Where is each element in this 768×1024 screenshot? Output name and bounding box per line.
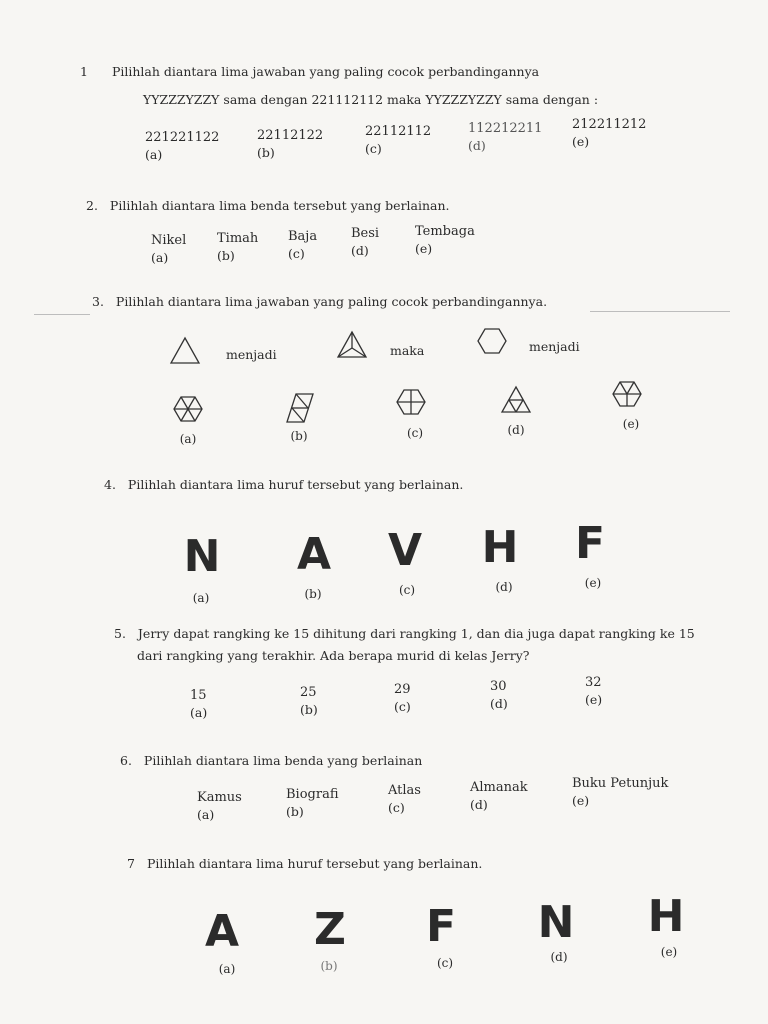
q5-option-b (300, 685, 318, 717)
option-label: (d) (495, 580, 513, 594)
option-label: (d) (507, 423, 525, 437)
option-label: (c) (388, 800, 405, 815)
option-label: (d) (468, 138, 486, 153)
option-value: Buku Petunjuk (572, 776, 669, 791)
option-value: 22112112 (365, 124, 432, 139)
q5-option-e (585, 675, 602, 707)
question-1-stem: YYZZZYZZY sama dengan 221112112 maka YYZZZYZZY sama dengan : (143, 92, 599, 107)
q6-option-d (470, 780, 528, 812)
question-number: 6. (120, 753, 132, 768)
option-label: (b) (217, 248, 235, 263)
option-value: 25 (300, 685, 317, 700)
q1-option-e (572, 117, 646, 149)
question-number: 2. (86, 198, 98, 213)
question-text: Pilihlah diantara lima benda tersebut yang berlainan. (109, 198, 450, 213)
option-label: (b) (300, 702, 318, 717)
question-text: Pilihlah diantara lima jawaban yang paling cocok perbandingannya (111, 64, 540, 79)
question-text-line-1: Jerry dapat rangking ke 15 dihitung dari rangking 1, dan dia juga dapat rangking ke 15 (137, 626, 695, 641)
question-2 (86, 198, 450, 213)
option-label: (a) (197, 807, 215, 822)
hexagon-three-lines-icon (612, 381, 642, 407)
question-1 (80, 64, 539, 79)
option-label: (e) (660, 945, 678, 959)
word-menjadi: menjadi (529, 339, 580, 354)
question-number: 5. (114, 626, 126, 641)
q5-option-a (190, 688, 207, 720)
question-5-line-2: dari rangking yang terakhir. Ada berapa murid di kelas Jerry? (137, 648, 530, 663)
option-value: 212211212 (572, 117, 647, 132)
option-label: (c) (406, 426, 424, 440)
option-value: Timah (217, 231, 259, 246)
q2-option-a (151, 233, 186, 265)
word-menjadi: menjadi (226, 347, 277, 362)
option-value: Baja (288, 229, 318, 244)
letter-option-e: F (574, 518, 606, 569)
option-label: (a) (190, 705, 208, 720)
letter-option-b: A (296, 529, 332, 580)
scan-mark-line (590, 311, 730, 312)
q1-option-d (468, 121, 542, 153)
q2-option-e (415, 224, 475, 256)
option-label: (b) (320, 959, 338, 973)
letter-option-c: V (387, 525, 423, 576)
q2-option-c (288, 229, 317, 261)
question-number: 3. (92, 294, 104, 309)
option-label: (c) (398, 583, 416, 597)
option-label: (e) (622, 417, 640, 431)
option-value: Almanak (470, 780, 528, 795)
letter-option-d: H (481, 522, 519, 573)
question-text: Pilihlah diantara lima jawaban yang paling cocok perbandingannya. (115, 294, 548, 309)
question-number: 1 (80, 64, 88, 79)
letter-option-c: F (425, 901, 457, 952)
option-label: (a) (151, 250, 169, 265)
question-4 (104, 477, 463, 492)
question-3 (92, 294, 547, 309)
q6-option-a (197, 790, 242, 822)
question-number: 4. (104, 477, 116, 492)
parallelogram-divided-icon (286, 393, 314, 423)
option-value: 32 (585, 675, 602, 690)
question-text: Pilihlah diantara lima huruf tersebut yang berlainan. (146, 856, 483, 871)
question-5 (114, 626, 695, 641)
option-value: 221221122 (145, 130, 220, 145)
letter-option-a: A (204, 906, 240, 957)
triangle-divided-icon (501, 386, 531, 414)
q6-option-e (572, 776, 668, 808)
option-label: (d) (490, 696, 508, 711)
q1-option-c (365, 124, 431, 156)
option-value: Nikel (151, 233, 187, 248)
option-value: Atlas (388, 783, 421, 798)
letter-option-e: H (647, 891, 685, 942)
option-value: Tembaga (415, 224, 475, 239)
option-label: (d) (470, 797, 488, 812)
option-label: (c) (436, 956, 454, 970)
option-label: (b) (286, 804, 304, 819)
option-label: (a) (192, 591, 210, 605)
question-7 (127, 856, 482, 871)
q5-option-c (394, 682, 411, 714)
q1-option-a (145, 130, 219, 162)
triangle-figure (170, 337, 200, 365)
option-value: 112212211 (468, 121, 543, 136)
question-number: 7 (127, 856, 135, 871)
q6-option-c (388, 783, 421, 815)
scan-mark-line (34, 314, 90, 315)
option-label: (e) (572, 793, 590, 808)
letter-option-a: N (183, 531, 221, 582)
q2-option-d (351, 226, 379, 258)
option-label: (e) (585, 692, 603, 707)
q1-option-b (257, 128, 323, 160)
option-value: 29 (394, 682, 411, 697)
option-value: Besi (351, 226, 380, 241)
option-label: (a) (145, 147, 163, 162)
option-label: (e) (584, 576, 602, 590)
question-text: Pilihlah diantara lima huruf tersebut yang berlainan. (127, 477, 464, 492)
option-value: 30 (490, 679, 507, 694)
letter-option-b: Z (314, 904, 346, 955)
hexagon-figure (477, 328, 507, 354)
option-label: (a) (179, 432, 197, 446)
letter-option-d: N (537, 897, 575, 948)
option-label: (b) (304, 587, 322, 601)
option-value: Biografi (286, 787, 339, 802)
hexagon-six-triangles-icon (173, 396, 203, 422)
word-maka: maka (390, 343, 425, 358)
option-label: (a) (218, 962, 236, 976)
option-value: 22112122 (257, 128, 324, 143)
divided-triangle-figure (337, 331, 367, 359)
hexagon-cross-icon (396, 389, 426, 415)
option-label: (c) (288, 246, 305, 261)
q6-option-b (286, 787, 339, 819)
option-label: (e) (415, 241, 433, 256)
q2-option-b (217, 231, 258, 263)
option-label: (d) (351, 243, 369, 258)
option-label: (e) (572, 134, 590, 149)
q5-option-d (490, 679, 508, 711)
option-label: (b) (290, 429, 308, 443)
option-value: Kamus (197, 790, 242, 805)
question-6 (120, 753, 422, 768)
option-label: (b) (257, 145, 275, 160)
option-label: (c) (394, 699, 411, 714)
question-text: Pilihlah diantara lima benda yang berlainan (143, 753, 423, 768)
option-label: (d) (550, 950, 568, 964)
option-label: (c) (365, 141, 382, 156)
option-value: 15 (190, 688, 207, 703)
